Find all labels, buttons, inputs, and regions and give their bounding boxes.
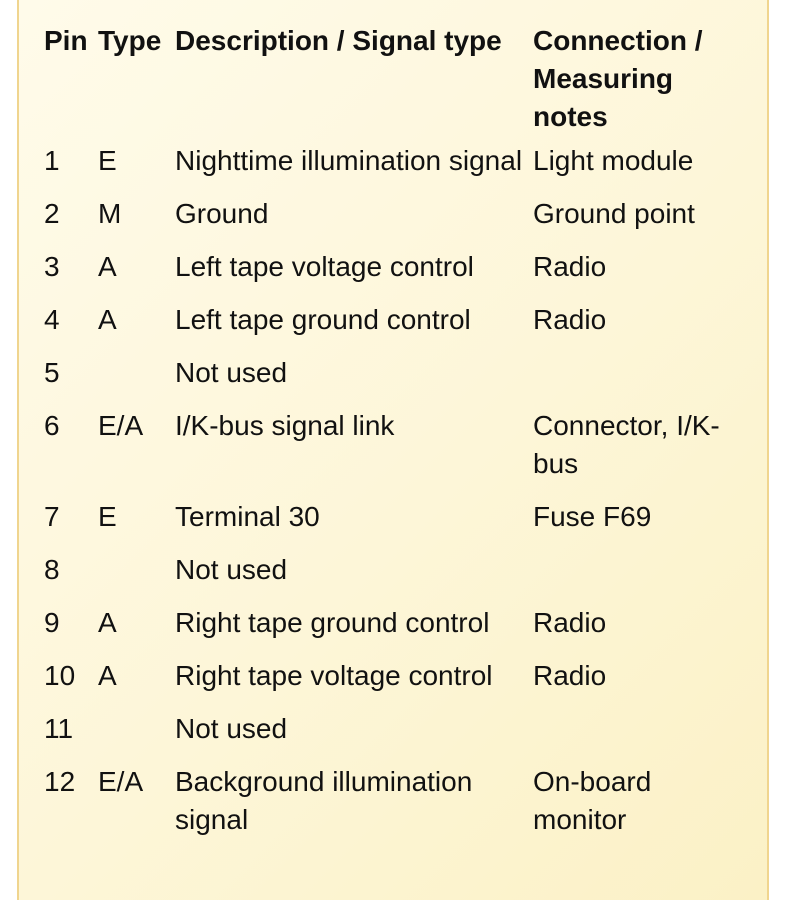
cell-description: Right tape ground control [175, 607, 490, 638]
cell-description: Not used [175, 713, 288, 744]
pin-table-panel [17, 0, 769, 900]
cell-pin: 12 [44, 766, 76, 797]
cell-connection: Ground point [533, 198, 695, 229]
table-row [44, 195, 743, 248]
cell-connection: On-board monitor [533, 766, 652, 835]
header-type: Type [98, 25, 162, 56]
table-header-row [44, 22, 743, 142]
cell-pin: 3 [44, 251, 60, 282]
cell-description: Not used [175, 357, 288, 388]
cell-type: A [98, 251, 117, 282]
cell-type: E [98, 145, 117, 176]
table-row [44, 657, 743, 710]
cell-connection: Radio [533, 304, 607, 335]
cell-description: Not used [175, 554, 288, 585]
cell-pin: 7 [44, 501, 60, 532]
cell-description: Background illumination signal [175, 766, 473, 835]
cell-pin: 10 [44, 660, 76, 691]
cell-description: Left tape voltage control [175, 251, 474, 282]
pin-assignment-table [44, 22, 743, 854]
cell-pin: 5 [44, 357, 60, 388]
cell-connection [533, 710, 743, 763]
cell-type: E/A [98, 410, 144, 441]
cell-description: Nighttime illumination signal [175, 145, 523, 176]
cell-description: Right tape voltage control [175, 660, 493, 691]
table-row [44, 604, 743, 657]
cell-type [98, 710, 175, 763]
cell-description: Terminal 30 [175, 501, 320, 532]
cell-connection: Fuse F69 [533, 501, 652, 532]
cell-pin: 8 [44, 554, 60, 585]
cell-pin: 11 [44, 713, 74, 744]
header-description: Description / Signal type [175, 25, 502, 56]
table-row [44, 301, 743, 354]
cell-type: A [98, 607, 117, 638]
cell-description: Ground [175, 198, 269, 229]
cell-connection: Radio [533, 607, 607, 638]
cell-pin: 4 [44, 304, 60, 335]
table-row [44, 710, 743, 763]
table-row [44, 142, 743, 195]
cell-connection [533, 354, 743, 407]
cell-pin: 1 [44, 145, 60, 176]
cell-connection [533, 551, 743, 604]
table-row [44, 551, 743, 604]
cell-description: I/K-bus signal link [175, 410, 395, 441]
cell-type: A [98, 660, 117, 691]
header-connection: Connection / Measuring notes [533, 25, 703, 132]
table-row [44, 763, 743, 854]
cell-connection: Connector, I/K-bus [533, 410, 720, 479]
cell-type: M [98, 198, 122, 229]
cell-type [98, 354, 175, 407]
table-row [44, 498, 743, 551]
header-pin: Pin [44, 25, 88, 56]
cell-connection: Radio [533, 660, 607, 691]
cell-type [98, 551, 175, 604]
cell-pin: 6 [44, 410, 60, 441]
cell-pin: 9 [44, 607, 60, 638]
cell-description: Left tape ground control [175, 304, 471, 335]
cell-pin: 2 [44, 198, 60, 229]
table-row [44, 407, 743, 498]
cell-connection: Radio [533, 251, 607, 282]
table-row [44, 354, 743, 407]
cell-type: E/A [98, 766, 144, 797]
cell-connection: Light module [533, 145, 694, 176]
table-row [44, 248, 743, 301]
cell-type: A [98, 304, 117, 335]
cell-type: E [98, 501, 117, 532]
